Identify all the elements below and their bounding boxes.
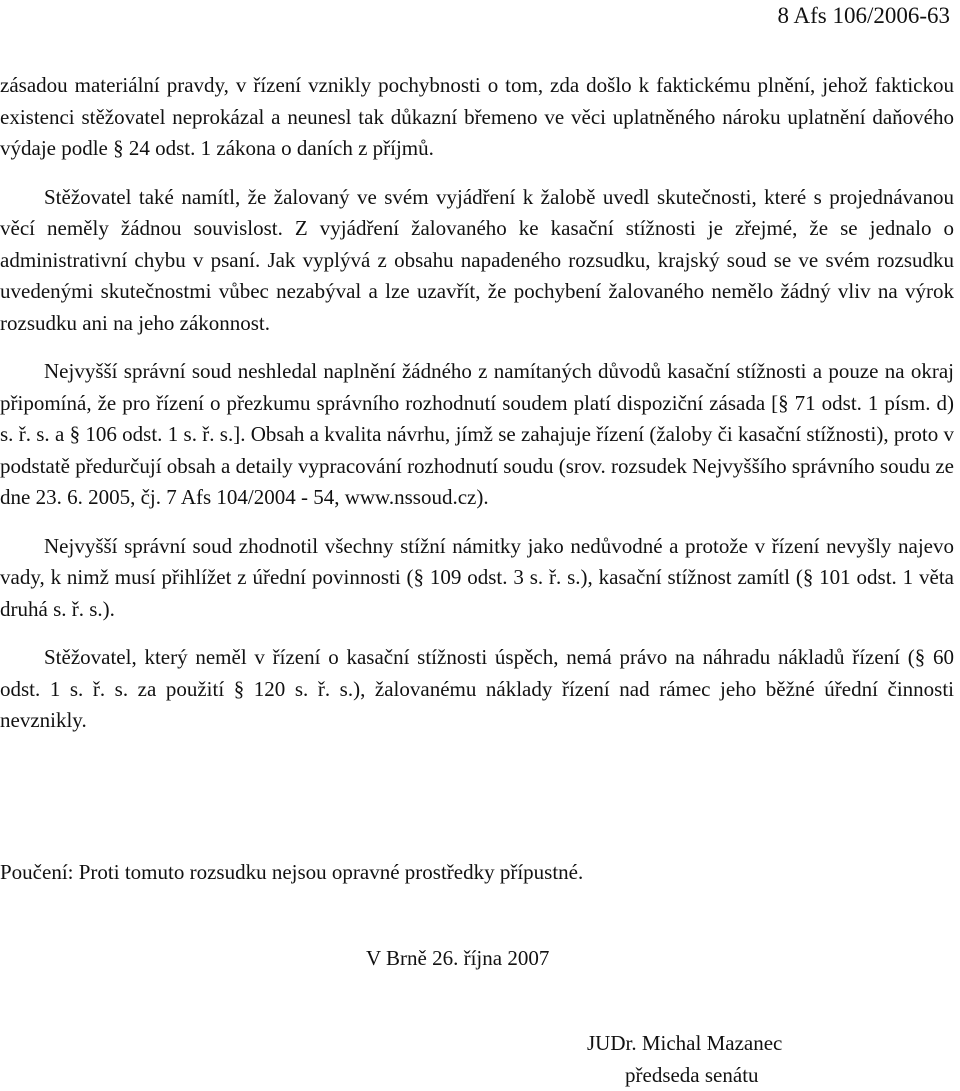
paragraph-4: Nejvyšší správní soud zhodnotil všechny stížní námitky jako nedůvodné a protože v řízení nevyšly najevo vady, k nimž musí přihlížet z úřední povinnosti (§ 109 odst. 3 s. ř. s.), kasační stížnost zamítl (§ 101 odst. 1 věta druhá s. ř. s.). xyxy=(0,533,954,621)
paragraph-5: Stěžovatel, který neměl v řízení o kasační stížnosti úspěch, nemá právo na náhradu nákladů řízení (§ 60 odst. 1 s. ř. s. za použití § 120 s. ř. s.), žalovanému náklady řízení nad rámec jeho běžné úřední činnosti nevznikly. xyxy=(0,645,954,732)
signature-block xyxy=(587,1027,847,1091)
case-number: 8 Afs 106/2006-63 xyxy=(777,3,950,28)
judge-role: předseda senátu xyxy=(625,1063,759,1087)
legal-notice: Poučení: Proti tomuto rozsudku nejsou opravné prostředky přípustné. xyxy=(0,860,584,884)
judge-name: JUDr. Michal Mazanec xyxy=(587,1031,783,1055)
paragraph-3: Nejvyšší správní soud neshledal naplnění žádného z namítaných důvodů kasační stížnosti a pouze na okraj připomíná, že pro řízení o přezkumu správního rozhodnutí soudem platí dispoziční zásada [§ 71 odst. 1 písm. d) s. ř. s. a § 106 odst. 1 s. ř. s.]. Obsah a kvalita návrhu, jímž se zahajuje řízení (žaloby či kasační stížnosti), proto v podstatě předurčují obsah a detaily vypracování rozhodnutí soudu (srov. rozsudek Nejvyššího správního soudu ze dne 23. 6. 2005, čj. 7 Afs 104/2004 - 54, www.nssoud.cz). xyxy=(0,359,954,509)
place-and-date: V Brně 26. října 2007 xyxy=(366,946,550,970)
paragraph-2: Stěžovatel také namítl, že žalovaný ve svém vyjádření k žalobě uvedl skutečnosti, které s projednávanou věcí neměly žádnou souvislost. Z vyjádření žalovaného ke kasační stížnosti je zřejmé, že se jednalo o administrativní chybu v psaní. Jak vyplývá z obsahu napadeného rozsudku, krajský soud se ve svém rozsudku uvedenými skutečnostmi vůbec nezabýval a lze uzavřít, že pochybení žalovaného nemělo žádný vliv na výrok rozsudku ani na jeho zákonnost. xyxy=(0,184,954,335)
document-body xyxy=(0,70,954,754)
paragraph-1: zásadou materiální pravdy, v řízení vznikly pochybnosti o tom, zda došlo k faktickému plnění, jehož faktickou existenci stěžovatel neprokázal a neunesl tak důkazní břemeno ve věci uplatněného nároku uplatnění daňového výdaje podle § 24 odst. 1 zákona o daních z příjmů. xyxy=(0,73,954,160)
